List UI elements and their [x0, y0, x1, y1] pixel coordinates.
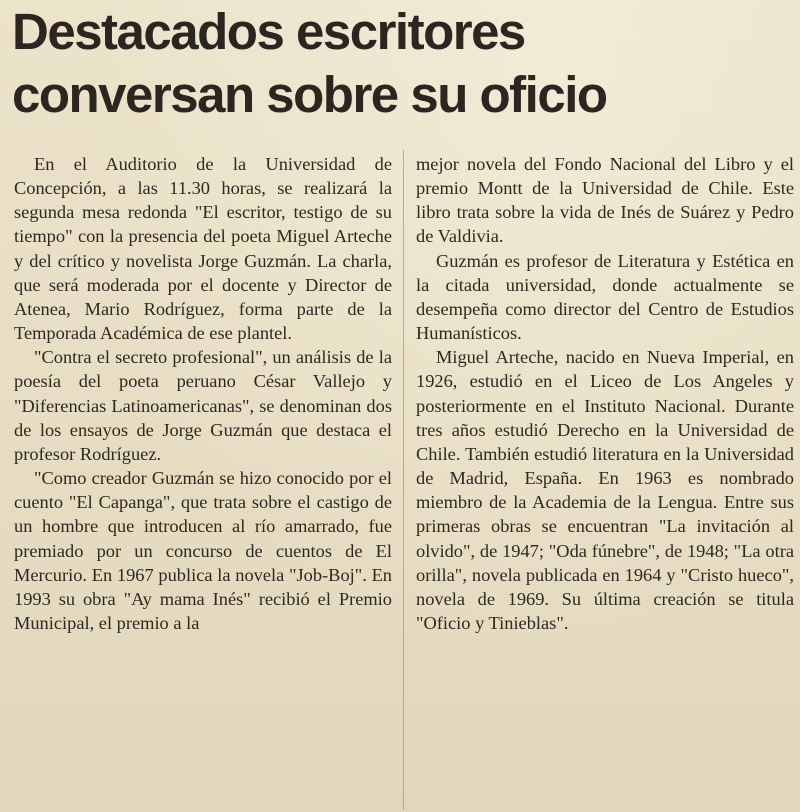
headline-line-1: Destacados escritores — [12, 3, 525, 60]
headline — [12, 0, 792, 126]
headline-line-2: conversan sobre su oficio — [12, 66, 607, 123]
article-column-left — [14, 152, 392, 635]
paragraph: "Como creador Guzmán se hizo conocido por el cuento "El Capanga", que trata sobre el castigo de un hombre que introducen al río amarrado, fue premiado por un concurso de cuentos de El Mercurio. En 1967 publica la novela "Job-Boj". En 1993 su obra "Ay mama Inés" recibió el Premio Municipal, el premio a la — [14, 468, 392, 633]
article-column-right — [416, 152, 794, 635]
column-divider — [403, 150, 404, 810]
paragraph: En el Auditorio de la Universidad de Concepción, a las 11.30 horas, se realizará la segunda mesa redonda "El escritor, testigo de su tiempo" con la presencia del poeta Miguel Arteche y del crítico y novelista Jorge Guzmán. La charla, que será moderada por el docente y Director de Atenea, Mario Rodríguez, forma parte de la Temporada Académica de ese plantel. — [14, 154, 392, 344]
paragraph: "Contra el secreto profesional", un análisis de la poesía del poeta peruano César Vallejo y "Diferencias Latinoamericanas", se denominan dos de los ensayos de Jorge Guzmán que destaca el profesor Rodríguez. — [14, 347, 392, 464]
paragraph: Guzmán es profesor de Literatura y Estética en la citada universidad, donde actualmente se desempeña como director del Centro de Estudios Humanísticos. — [416, 250, 794, 344]
paragraph: Miguel Arteche, nacido en Nueva Imperial, en 1926, estudió en el Liceo de Los Angeles y posteriormente en el Instituto Nacional. Durante tres años estudió Derecho en la Universidad de Chile. También estudió literatura en la Universidad de Madrid, España. En 1963 es nombrado miembro de la Academia de la Lengua. Entre sus primeras obras se encuentran "La invitación al olvido", de 1947; "Oda fúnebre", de 1948; "La otra orilla", novela publicada en 1964 y "Cristo hueco", novela de 1969. Su última creación se titula "Oficio y Tinieblas". — [416, 347, 794, 633]
paragraph: mejor novela del Fondo Nacional del Libro y el premio Montt de la Universidad de Chile. Este libro trata sobre la vida de Inés de Suárez y Pedro de Valdivia. — [416, 154, 794, 247]
